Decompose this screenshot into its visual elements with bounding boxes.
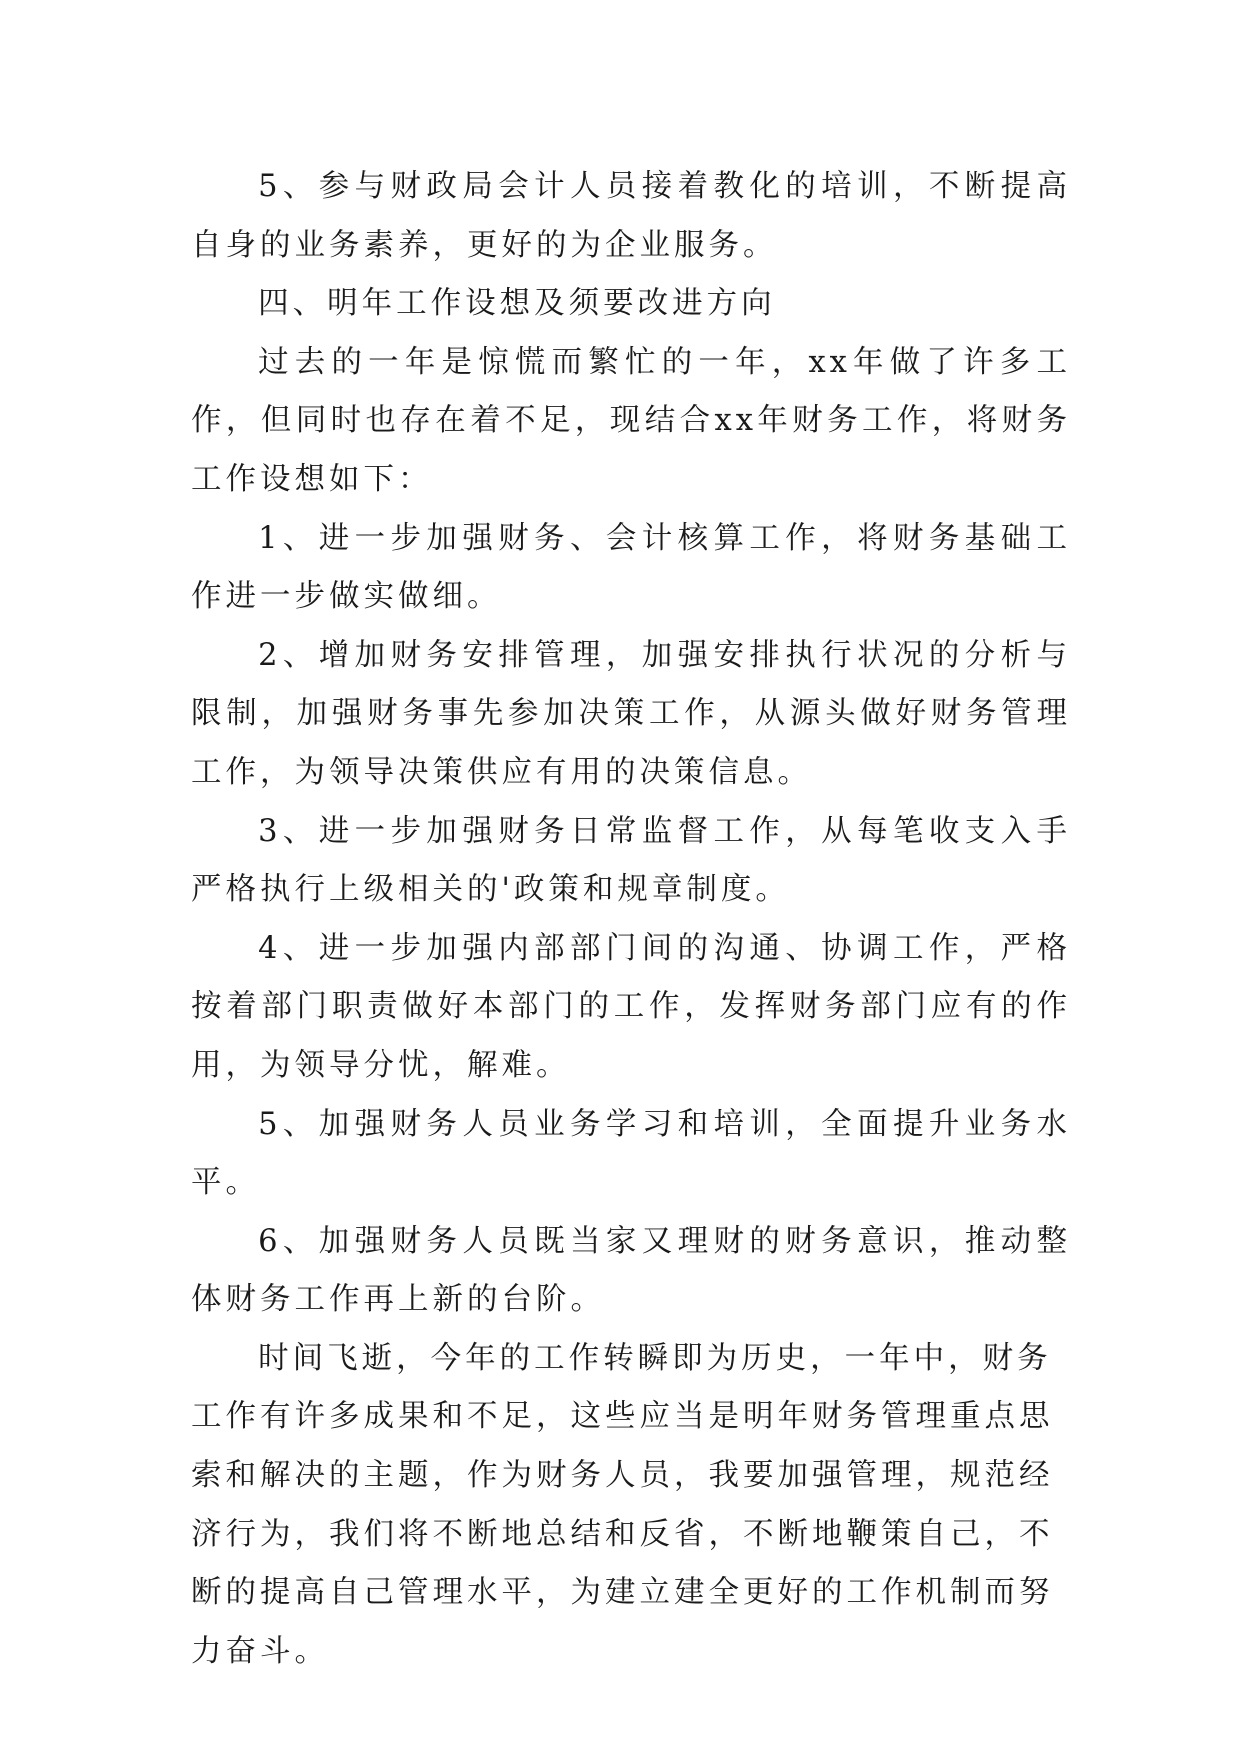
plan-item-1: 1、进一步加强财务、会计核算工作，将财务基础工作进一步做实做细。 — [191, 520, 1071, 615]
paragraph-training-item-5: 5、参与财政局会计人员接着教化的培训，不断提高自身的业务素养，更好的为企业服务。 — [191, 169, 1071, 263]
section-heading-next-year-plan: 四、明年工作设想及须要改进方向 — [258, 286, 776, 322]
paragraph-conclusion: 时间飞逝，今年的工作转瞬即为历史，一年中，财务工作有许多成果和不足，这些应当是明年财务管理重点思索和解决的主题，作为财务人员，我要加强管理，规范经济行为，我们将不断地总结和反省，不断地鞭策自己，不断的提高自己管理水平，为建立建全更好的工作机制而努力奋斗。 — [191, 1340, 1054, 1669]
plan-item-3: 3、进一步加强财务日常监督工作，从每笔收支入手严格执行上级相关的'政策和规章制度。 — [191, 813, 1071, 908]
document-body — [191, 158, 1071, 1681]
plan-item-4: 4、进一步加强内部部门间的沟通、协调工作，严格按着部门职责做好本部门的工作，发挥财务部门应有的作用，为领导分忧，解难。 — [191, 930, 1071, 1083]
plan-item-6: 6、加强财务人员既当家又理财的财务意识，推动整体财务工作再上新的台阶。 — [191, 1223, 1071, 1318]
plan-item-5: 5、加强财务人员业务学习和培训，全面提升业务水平。 — [191, 1106, 1071, 1201]
plan-item-2: 2、增加财务安排管理，加强安排执行状况的分析与限制，加强财务事先参加决策工作，从源头做好财务管理工作，为领导决策供应有用的决策信息。 — [191, 637, 1071, 790]
paragraph-review-intro: 过去的一年是惊慌而繁忙的一年，xx年做了许多工作，但同时也存在着不足，现结合xx年财务工作，将财务工作设想如下： — [191, 344, 1071, 497]
